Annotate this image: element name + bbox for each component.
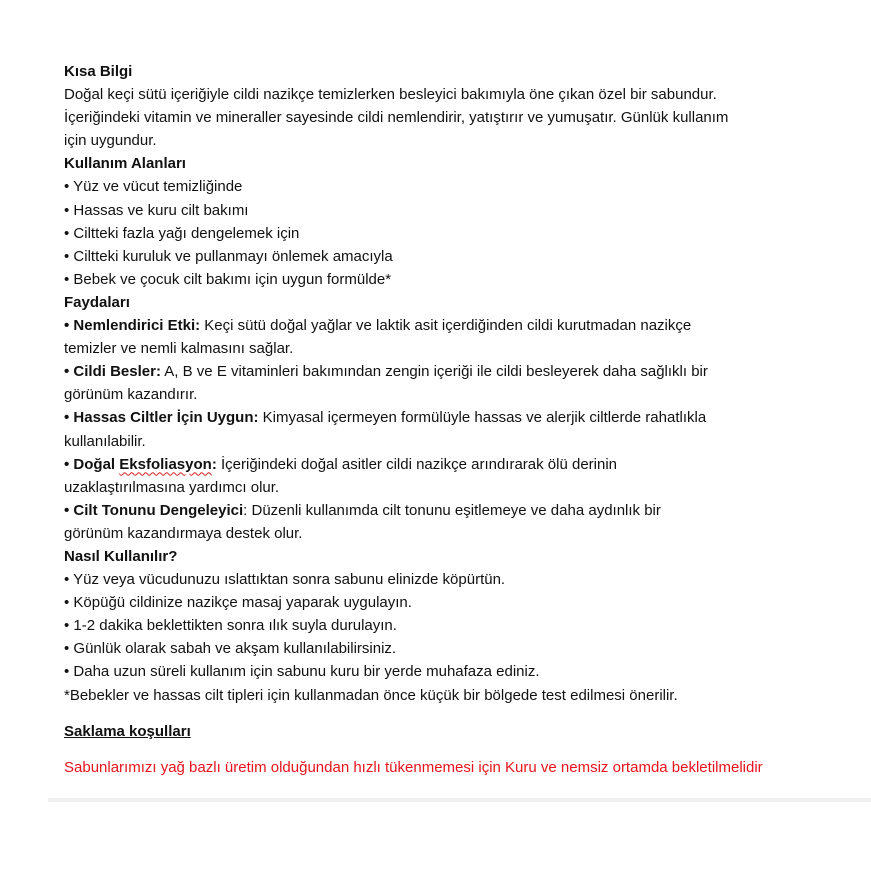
benefit-item [64,453,854,476]
benefit-term: • Cilt Tonunu Dengeleyici [64,501,244,519]
divider [48,798,871,802]
section-heading-saklama: Saklama koşulları [64,722,191,740]
list-item: • Hassas ve kuru cilt bakımı [64,201,249,219]
benefit-term [64,456,217,473]
benefit-term-prefix: • Doğal [64,455,120,473]
list-item: • Daha uzun süreli kullanım için sabunu kuru bir yerde muhafaza ediniz. [64,663,540,681]
section-heading-kullanim-alanlari: Kullanım Alanları [64,155,186,173]
footnote: *Bebekler ve hassas cilt tipleri için kullanmadan önce küçük bir bölgede test edilmesi önerilir. [64,686,678,704]
benefit-item [64,406,854,429]
benefit-text: Keçi sütü doğal yağlar ve laktik asit içerdiğinden cildi kurutmadan nazikçe [200,317,692,335]
spellcheck-flagged-word: Eksfoliasyon [119,455,212,473]
benefit-term: • Nemlendirici Etki: [64,317,201,335]
list-item: • Köpüğü cildinize nazikçe masaj yaparak uygulayın. [64,594,412,612]
storage-warning: Sabunlarımızı yağ bazlı üretim olduğundan hızlı tükenmemesi için Kuru ve nemsiz ortamda bekletilmelidir [64,758,763,776]
list-item: • Yüz veya vücudunuzu ıslattıktan sonra sabunu elinizde köpürtün. [64,571,506,589]
benefit-item [64,360,854,383]
benefit-text-cont: kullanılabilir. [64,432,146,450]
list-item: • Bebek ve çocuk cilt bakımı için uygun formülde* [64,270,392,288]
section-heading-faydalari: Faydaları [64,293,130,311]
benefit-term-suffix: : [211,455,217,473]
benefit-text-cont: temizler ve nemli kalmasını sağlar. [64,340,294,358]
list-item: • Ciltteki kuruluk ve pullanmayı önlemek amacıyla [64,247,393,265]
list-item: • Yüz ve vücut temizliğinde [64,178,243,196]
benefit-text: Kimyasal içermeyen formülüyle hassas ve alerjik ciltlerde rahatlıkla [258,409,707,427]
benefit-text: A, B ve E vitaminleri bakımından zengin içeriği ile cildi besleyerek daha sağlıklı bir [160,363,708,381]
benefit-text-cont: uzaklaştırılmasına yardımcı olur. [64,478,280,496]
kisa-bilgi-line: için uygundur. [64,132,157,150]
benefit-text: İçeriğindeki doğal asitler cildi nazikçe arındırarak ölü derinin [216,455,618,473]
benefit-text: : Düzenli kullanımda cilt tonunu eşitlemeye ve daha aydınlık bir [243,501,661,519]
list-item: • Günlük olarak sabah ve akşam kullanılabilirsiniz. [64,640,397,658]
list-item: • Ciltteki fazla yağı dengelemek için [64,224,300,242]
benefit-item [64,499,854,522]
benefit-text-cont: görünüm kazandırmaya destek olur. [64,524,303,542]
kisa-bilgi-line: Doğal keçi sütü içeriğiyle cildi nazikçe temizlerken besleyici bakımıyla öne çıkan özel bir sabundur. [64,86,717,104]
benefit-item [64,314,854,337]
product-description [64,60,854,779]
benefit-term: • Hassas Ciltler İçin Uygun: [64,409,259,427]
kisa-bilgi-line: İçeriğindeki vitamin ve mineraller sayesinde cildi nemlendirir, yatıştırır ve yumuşatır. Günlük kullanım [64,109,729,127]
benefit-term: • Cildi Besler: [64,363,161,381]
section-heading-nasil-kullanilir: Nasıl Kullanılır? [64,547,178,565]
benefit-text-cont: görünüm kazandırır. [64,386,198,404]
list-item: • 1-2 dakika beklettikten sonra ılık suyla durulayın. [64,617,397,635]
section-heading-kisa-bilgi: Kısa Bilgi [64,63,133,80]
